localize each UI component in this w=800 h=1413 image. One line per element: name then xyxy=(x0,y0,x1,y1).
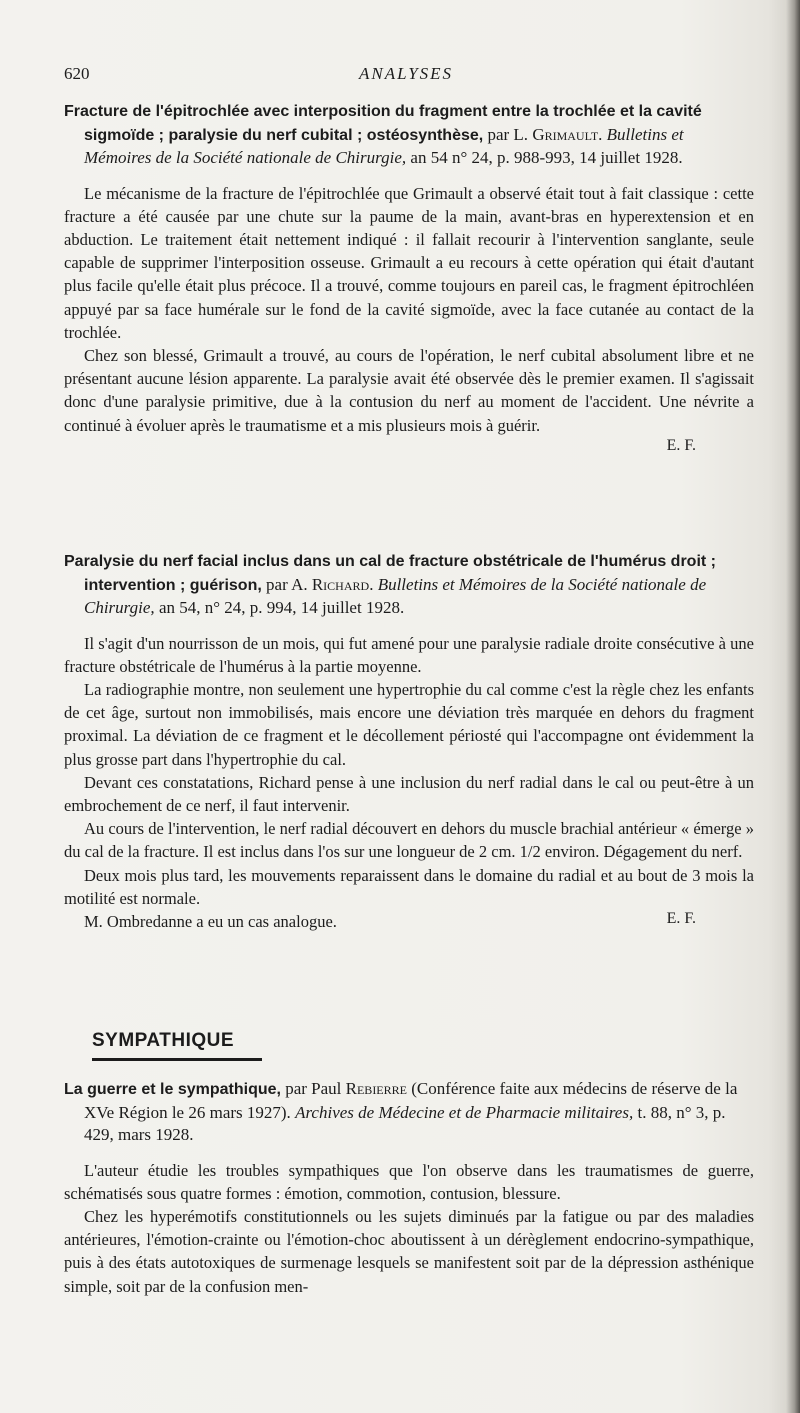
article-2-body xyxy=(64,632,754,934)
article-1-author: Grimault xyxy=(532,124,599,144)
article-2-paragraph: Il s'agit d'un nourrisson de un mois, qui fut amené pour une paralysie radiale droite consécutive à une fracture obstétricale de l'humérus à la partie moyenne. xyxy=(64,633,754,676)
article-3-author-prefix: par Paul xyxy=(285,1079,346,1098)
running-title: ANALYSES xyxy=(358,64,454,83)
article-1-headline: Fracture de l'épitrochlée avec interposition du fragment entre la trochlée et la cavité sigmoïde ; paralysie du nerf cubital ; ostéosynthèse, par L. Grimault. Bulletins et Mémoires de la Société nationale de Chirurgie, an 54 n° 24, p. 988-993, 14 juillet 1928. xyxy=(64,103,702,167)
article-3 xyxy=(64,1078,754,1298)
article-2-author: Richard xyxy=(311,574,370,594)
article-2-title: Paralysie du nerf facial inclus dans un cal de fracture obstétricale de l'humérus droit ; intervention ; guérison, xyxy=(64,553,716,594)
section-title: SYMPATHIQUE xyxy=(92,1030,235,1051)
article-3-body xyxy=(64,1159,754,1298)
article-2-author-prefix: par A. xyxy=(266,574,312,594)
page-number: 620 xyxy=(64,64,90,83)
article-3-note: (Conférence faite aux médecins de réserve de la XVe Région le 26 mars 1927). xyxy=(84,1079,738,1122)
article-1 xyxy=(64,100,754,455)
section-rule xyxy=(92,1058,262,1061)
article-3-title: La guerre et le sympathique, xyxy=(64,1081,281,1098)
article-2 xyxy=(64,550,754,933)
article-2-signature: E. F. xyxy=(666,909,696,927)
article-1-author-prefix: par L. xyxy=(487,124,533,144)
article-3-headline xyxy=(64,1078,754,1147)
page-header xyxy=(64,64,748,88)
article-2-source: Bulletins et Mémoires de la Société nationale de Chirurgie, xyxy=(84,574,707,617)
article-1-paragraph: Le mécanisme de la fracture de l'épitrochlée que Grimault a observé était tout à fait classique : cette fracture a été causée par une chute sur la paume de la main, avant-bras en hyperextension et en abduction. Le traitement était nettement indiqué : il fallait recourir à l'intervention sanglante, seule capable de supprimer l'interposition osseuse. Grimault a eu recours à cette opération qui était d'autant plus facile qu'elle était plus précoce. Il a trouvé, comme toujours en pareil cas, le fragment épitrochléen appuyé par sa face humérale sur le fond de la cavité sigmoïde, avec la face cutanée au contact de la trochlée. xyxy=(64,183,754,342)
article-3-paragraph: Chez les hyperémotifs constitutionnels ou les sujets diminués par la fatigue ou par des maladies antérieures, l'émotion-crainte ou l'émotion-choc aboutissent à un dérèglement endocrino-sympathique, puis à des états autotoxiques de surmenage lesquels se manifestent soit par de la dépression asthénique simple, soit par de la confusion men- xyxy=(64,1206,754,1296)
article-3-source: Archives de Médecine et de Pharmacie militaires, xyxy=(295,1102,634,1122)
article-2-headline: Paralysie du nerf facial inclus dans un cal de fracture obstétricale de l'humérus droit ; intervention ; guérison, par A. Richard. Bulletins et Mémoires de la Société nationale de Chirurgie, an 54, n° 24, p. 994, 14 juillet 1928. xyxy=(64,553,716,617)
article-1-paragraph: Chez son blessé, Grimault a trouvé, au cours de l'opération, le nerf cubital absolument libre et ne présentant aucune lésion apparente. La paralysie avait été observée dès le premier examen. Il s'agissait donc d'une paralysie primitive, due à la contusion du nerf au moment de l'accident. Une névrite a continué à évoluer après le traumatisme et a mis plusieurs mois à guérir. xyxy=(64,345,754,435)
page-edge-shadow xyxy=(786,0,800,1413)
article-1-citation: an 54 n° 24, p. 988-993, 14 juillet 1928. xyxy=(410,148,683,167)
article-2-paragraph: Au cours de l'intervention, le nerf radial découvert en dehors du muscle brachial antérieur « émerge » du cal de la fracture. Il est inclus dans l'os sur une longueur de 2 cm. 1/2 environ. Dégagement du nerf. xyxy=(64,819,754,862)
article-3-author: Rebierre xyxy=(345,1079,407,1098)
article-1-signature: E. F. xyxy=(666,436,696,454)
article-1-source: Bulletins et Mémoires de la Société nationale de Chirurgie, xyxy=(84,124,684,167)
article-2-paragraph: M. Ombredanne a eu un cas analogue. xyxy=(84,911,337,931)
article-2-paragraph: Devant ces constatations, Richard pense à une inclusion du nerf radial dans le cal ou peut-être à un embrochement de ce nerf, il faut intervenir. xyxy=(64,772,754,815)
article-3-paragraph: L'auteur étudie les troubles sympathiques que l'on observe dans les traumatismes de guerre, schématisés sous quatre formes : émotion, commotion, contusion, blessure. xyxy=(64,1160,754,1203)
article-1-body xyxy=(64,182,754,455)
article-3-citation: t. 88, n° 3, p. 429, mars 1928. xyxy=(84,1102,726,1144)
article-2-citation: an 54, n° 24, p. 994, 14 juillet 1928. xyxy=(158,598,405,617)
article-1-title: Fracture de l'épitrochlée avec interposition du fragment entre la trochlée et la cavité sigmoïde ; paralysie du nerf cubital ; ostéosynthèse, xyxy=(64,103,702,144)
article-2-paragraph: La radiographie montre, non seulement une hypertrophie du cal comme c'est la règle chez les enfants de cet âge, surtout non immobilisés, mais encore une déviation très marquée en dehors du fragment proximal. La déviation de ce fragment et le décollement périosté qui l'accompagne ont évidemment la plus grosse part dans l'hypertrophie du cal. xyxy=(64,679,754,769)
article-2-paragraph: Deux mois plus tard, les mouvements reparaissent dans le domaine du radial et au bout de 3 mois la motilité est normale. xyxy=(64,865,754,908)
